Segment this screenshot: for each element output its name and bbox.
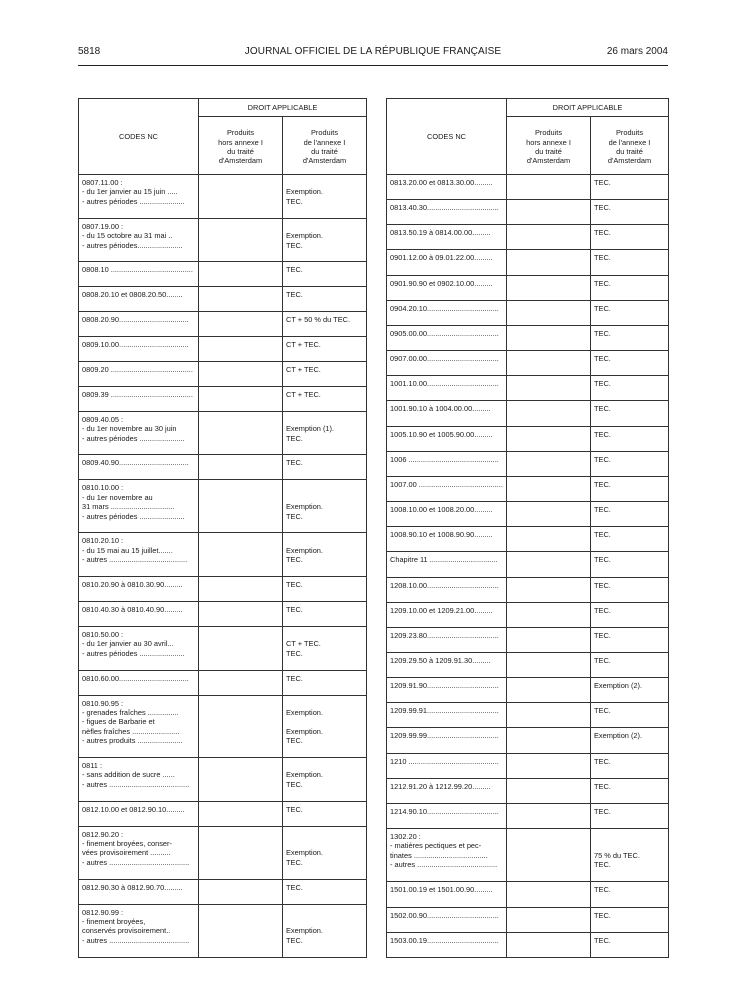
hors-annexe-header: Produits hors annexe I du traité d'Amsterdam — [507, 117, 591, 175]
nc-code-cell: 1005.10.90 et 1005.90.00......... — [387, 426, 507, 451]
annexe-cell: TEC. — [591, 376, 669, 401]
table-row — [387, 401, 669, 426]
hors-annexe-cell — [507, 803, 591, 828]
nc-code-cell: 0809.39 ........................................ — [79, 386, 199, 411]
right-tariff-table — [386, 98, 669, 958]
annexe-cell: TEC. — [591, 907, 669, 932]
annexe-cell: TEC. — [591, 175, 669, 200]
hors-annexe-header: Produits hors annexe I du traité d'Amsterdam — [199, 117, 283, 175]
journal-title: JOURNAL OFFICIEL DE LA RÉPUBLIQUE FRANÇAISE — [244, 46, 502, 57]
hors-annexe-cell — [507, 250, 591, 275]
table-row — [387, 502, 669, 527]
nc-code-cell: 0905.00.00................................... — [387, 325, 507, 350]
table-row — [79, 386, 367, 411]
table-row — [79, 480, 367, 533]
hors-annexe-cell — [507, 502, 591, 527]
table-row — [79, 904, 367, 957]
table-row — [79, 826, 367, 879]
table-row — [387, 451, 669, 476]
hors-annexe-cell — [199, 904, 283, 957]
nc-code-cell: 1001.90.10 à 1004.00.00......... — [387, 401, 507, 426]
nc-code-cell: 0807.19.00 : - du 15 octobre au 31 mai .. - autres périodes...................... — [79, 218, 199, 262]
page-header — [78, 46, 668, 62]
annexe-cell: TEC. — [591, 250, 669, 275]
annexe-cell: TEC. — [591, 577, 669, 602]
table-row — [387, 907, 669, 932]
table-row — [387, 426, 669, 451]
table-row — [387, 778, 669, 803]
nc-code-cell: 0904.20.10................................... — [387, 300, 507, 325]
hors-annexe-cell — [199, 361, 283, 386]
annexe-cell: TEC. — [283, 879, 367, 904]
hors-annexe-cell — [507, 275, 591, 300]
hors-annexe-cell — [507, 882, 591, 907]
table-row — [79, 175, 367, 219]
table-row — [387, 200, 669, 225]
hors-annexe-cell — [507, 753, 591, 778]
table-row — [387, 175, 669, 200]
annexe-cell: TEC. — [283, 670, 367, 695]
annexe-cell: TEC. — [591, 627, 669, 652]
annexe-cell: TEC. — [591, 803, 669, 828]
hors-annexe-cell — [199, 287, 283, 312]
hors-annexe-cell — [507, 652, 591, 677]
annexe-cell: TEC. — [591, 753, 669, 778]
nc-code-cell: 1214.90.10................................... — [387, 803, 507, 828]
nc-code-cell: 1209.99.99................................... — [387, 728, 507, 753]
annexe-cell: TEC. — [283, 455, 367, 480]
nc-code-cell: 0808.20.10 et 0808.20.50........ — [79, 287, 199, 312]
codes-nc-header: CODES NC — [79, 99, 199, 175]
table-row — [387, 829, 669, 882]
hors-annexe-cell — [507, 476, 591, 501]
left-table-body — [79, 175, 367, 958]
table-row — [79, 879, 367, 904]
table-row — [387, 527, 669, 552]
hors-annexe-cell — [199, 602, 283, 627]
annexe-cell: TEC. — [591, 225, 669, 250]
annexe-cell: CT + TEC. TEC. — [283, 626, 367, 670]
annexe-cell: Exemption. TEC. — [283, 826, 367, 879]
right-table-body — [387, 175, 669, 958]
nc-code-cell: 0807.11.00 : - du 1er janvier au 15 juin ..... - autres périodes ...................... — [79, 175, 199, 219]
hors-annexe-cell — [199, 312, 283, 337]
hors-annexe-cell — [199, 626, 283, 670]
annexe-cell: TEC. — [591, 401, 669, 426]
annexe-cell: TEC. — [591, 300, 669, 325]
nc-code-cell: 1209.23.80................................... — [387, 627, 507, 652]
table-row — [79, 218, 367, 262]
nc-code-cell: 0901.12.00 à 09.01.22.00......... — [387, 250, 507, 275]
annexe-cell: Exemption. Exemption. TEC. — [283, 695, 367, 758]
table-row — [79, 533, 367, 577]
hors-annexe-cell — [199, 480, 283, 533]
nc-code-cell: 1501.00.19 et 1501.00.90......... — [387, 882, 507, 907]
nc-code-cell: 0813.20.00 et 0813.30.00......... — [387, 175, 507, 200]
table-row — [79, 758, 367, 802]
table-row — [387, 652, 669, 677]
annexe-cell: TEC. — [591, 778, 669, 803]
hors-annexe-cell — [199, 337, 283, 362]
annexe-cell: TEC. — [283, 287, 367, 312]
nc-code-cell: 0809.20 ........................................ — [79, 361, 199, 386]
table-row — [387, 753, 669, 778]
nc-code-cell: 1210 ............................................ — [387, 753, 507, 778]
annexe-header: Produits de l'annexe I du traité d'Amsterdam — [591, 117, 669, 175]
hors-annexe-cell — [199, 801, 283, 826]
table-row — [79, 287, 367, 312]
table-row — [79, 626, 367, 670]
table-row — [387, 476, 669, 501]
table-row — [387, 932, 669, 957]
annexe-cell: TEC. — [591, 527, 669, 552]
table-row — [387, 552, 669, 577]
annexe-cell: Exemption (2). — [591, 728, 669, 753]
hors-annexe-cell — [507, 907, 591, 932]
nc-code-cell: 0812.90.30 à 0812.90.70......... — [79, 879, 199, 904]
annexe-cell: TEC. — [591, 652, 669, 677]
annexe-cell: TEC. — [591, 351, 669, 376]
hors-annexe-cell — [507, 175, 591, 200]
nc-code-cell: 0809.10.00.................................. — [79, 337, 199, 362]
hors-annexe-cell — [507, 932, 591, 957]
table-row — [79, 262, 367, 287]
hors-annexe-cell — [507, 602, 591, 627]
table-row — [79, 670, 367, 695]
hors-annexe-cell — [199, 533, 283, 577]
annexe-cell: TEC. — [591, 426, 669, 451]
hors-annexe-cell — [199, 411, 283, 455]
annexe-cell: TEC. — [283, 801, 367, 826]
hors-annexe-cell — [507, 225, 591, 250]
nc-code-cell: 0811 : - sans addition de sucre ...... - autres ....................................... — [79, 758, 199, 802]
hors-annexe-cell — [199, 670, 283, 695]
annexe-cell: CT + 50 % du TEC. — [283, 312, 367, 337]
hors-annexe-cell — [507, 552, 591, 577]
nc-code-cell: 1209.99.91................................... — [387, 703, 507, 728]
annexe-cell: TEC. — [591, 476, 669, 501]
annexe-cell: TEC. — [283, 577, 367, 602]
nc-code-cell: 0901.90.90 et 0902.10.00......... — [387, 275, 507, 300]
annexe-cell: Exemption. TEC. — [283, 175, 367, 219]
annexe-cell: TEC. — [591, 552, 669, 577]
table-row — [79, 411, 367, 455]
hors-annexe-cell — [199, 879, 283, 904]
nc-code-cell: 0808.20.90.................................. — [79, 312, 199, 337]
annexe-cell: CT + TEC. — [283, 386, 367, 411]
hors-annexe-cell — [507, 728, 591, 753]
nc-code-cell: 0810.20.90 à 0810.30.90......... — [79, 577, 199, 602]
table-row — [387, 703, 669, 728]
annexe-cell: Exemption (2). — [591, 678, 669, 703]
nc-code-cell: 0812.10.00 et 0812.90.10......... — [79, 801, 199, 826]
nc-code-cell: 0808.10 ........................................ — [79, 262, 199, 287]
hors-annexe-cell — [507, 527, 591, 552]
nc-code-cell: 0813.40.30................................... — [387, 200, 507, 225]
table-row — [387, 882, 669, 907]
table-row — [387, 678, 669, 703]
table-row — [79, 361, 367, 386]
hors-annexe-cell — [199, 175, 283, 219]
table-row — [387, 351, 669, 376]
nc-code-cell: 1502.00.90................................... — [387, 907, 507, 932]
table-row — [387, 300, 669, 325]
hors-annexe-cell — [507, 300, 591, 325]
table-row — [79, 695, 367, 758]
annexe-cell: TEC. — [283, 602, 367, 627]
hors-annexe-cell — [507, 376, 591, 401]
table-row — [387, 225, 669, 250]
table-row — [387, 376, 669, 401]
nc-code-cell: 0810.40.30 à 0810.40.90......... — [79, 602, 199, 627]
table-row — [79, 602, 367, 627]
annexe-header: Produits de l'annexe I du traité d'Amsterdam — [283, 117, 367, 175]
nc-code-cell: 1208.10.00................................... — [387, 577, 507, 602]
annexe-cell: Exemption. TEC. — [283, 758, 367, 802]
nc-code-cell: 0810.50.00 : - du 1er janvier au 30 avril... - autres périodes ...................... — [79, 626, 199, 670]
nc-code-cell: 1006 ............................................ — [387, 451, 507, 476]
annexe-cell: Exemption. TEC. — [283, 218, 367, 262]
table-row — [387, 325, 669, 350]
hors-annexe-cell — [199, 826, 283, 879]
nc-code-cell: 1008.10.00 et 1008.20.00......... — [387, 502, 507, 527]
nc-code-cell: 1008.90.10 et 1008.90.90......... — [387, 527, 507, 552]
table-row — [79, 455, 367, 480]
page-number: 5818 — [78, 46, 101, 57]
nc-code-cell: 0810.10.00 : - du 1er novembre au 31 mars ............................... - autres périodes ...................... — [79, 480, 199, 533]
annexe-cell: Exemption. TEC. — [283, 480, 367, 533]
hors-annexe-cell — [199, 262, 283, 287]
table-row — [79, 801, 367, 826]
nc-code-cell: 0810.20.10 : - du 15 mai au 15 juillet....... - autres ...................................... — [79, 533, 199, 577]
hors-annexe-cell — [199, 695, 283, 758]
annexe-cell: TEC. — [591, 451, 669, 476]
hors-annexe-cell — [199, 218, 283, 262]
nc-code-cell: 1007.00 ......................................... — [387, 476, 507, 501]
nc-code-cell: 0812.90.99 : - finement broyées, conservés provisoirement.. - autres ....................................... — [79, 904, 199, 957]
hors-annexe-cell — [507, 829, 591, 882]
annexe-cell: TEC. — [591, 502, 669, 527]
hors-annexe-cell — [507, 351, 591, 376]
nc-code-cell: 1212.91.20 à 1212.99.20......... — [387, 778, 507, 803]
nc-code-cell: Chapitre 11 ................................. — [387, 552, 507, 577]
nc-code-cell: 0809.40.05 : - du 1er novembre au 30 juin - autres périodes ...................... — [79, 411, 199, 455]
codes-nc-header: CODES NC — [387, 99, 507, 175]
nc-code-cell: 0813.50.19 à 0814.00.00......... — [387, 225, 507, 250]
annexe-cell: TEC. — [591, 882, 669, 907]
nc-code-cell: 1209.10.00 et 1209.21.00......... — [387, 602, 507, 627]
hors-annexe-cell — [507, 426, 591, 451]
nc-code-cell: 1209.91.90................................... — [387, 678, 507, 703]
annexe-cell: TEC. — [283, 262, 367, 287]
hors-annexe-cell — [507, 627, 591, 652]
nc-code-cell: 1503.00.19................................... — [387, 932, 507, 957]
annexe-cell: Exemption (1). TEC. — [283, 411, 367, 455]
publication-date: 26 mars 2004 — [606, 46, 668, 57]
annexe-cell: TEC. — [591, 275, 669, 300]
annexe-cell: TEC. — [591, 325, 669, 350]
left-tariff-table — [78, 98, 367, 958]
nc-code-cell: 1209.29.50 à 1209.91.30......... — [387, 652, 507, 677]
hors-annexe-cell — [507, 678, 591, 703]
table-row — [387, 803, 669, 828]
nc-code-cell: 1001.10.00................................... — [387, 376, 507, 401]
hors-annexe-cell — [507, 200, 591, 225]
table-row — [387, 577, 669, 602]
hors-annexe-cell — [199, 758, 283, 802]
table-row — [79, 337, 367, 362]
annexe-cell: CT + TEC. — [283, 337, 367, 362]
table-row — [387, 728, 669, 753]
hors-annexe-cell — [507, 778, 591, 803]
hors-annexe-cell — [507, 451, 591, 476]
table-row — [387, 627, 669, 652]
table-row — [387, 275, 669, 300]
annexe-cell: TEC. — [591, 703, 669, 728]
header-rule — [78, 65, 668, 66]
nc-code-cell: 0812.90.20 : - finement broyées, conser- vées provisoirement .......... - autres ....................................... — [79, 826, 199, 879]
table-row — [79, 312, 367, 337]
annexe-cell: TEC. — [591, 932, 669, 957]
droit-applicable-header: DROIT APPLICABLE — [507, 99, 669, 117]
nc-code-cell: 1302.20 : - matières pectiques et pec- tinates .................................... - autres ....................................... — [387, 829, 507, 882]
annexe-cell: Exemption. TEC. — [283, 904, 367, 957]
nc-code-cell: 0809.40.90.................................. — [79, 455, 199, 480]
nc-code-cell: 0810.60.00.................................. — [79, 670, 199, 695]
table-row — [387, 250, 669, 275]
table-row — [79, 577, 367, 602]
nc-code-cell: 0907.00.00................................... — [387, 351, 507, 376]
annexe-cell: Exemption. TEC. — [283, 533, 367, 577]
annexe-cell: 75 % du TEC. TEC. — [591, 829, 669, 882]
annexe-cell: CT + TEC. — [283, 361, 367, 386]
nc-code-cell: 0810.90.95 : - grenades fraîches ............... - figues de Barbarie et nèfles fraîches ....................... - autres produits ...................... — [79, 695, 199, 758]
annexe-cell: TEC. — [591, 200, 669, 225]
hors-annexe-cell — [507, 325, 591, 350]
hors-annexe-cell — [199, 455, 283, 480]
hors-annexe-cell — [507, 577, 591, 602]
hors-annexe-cell — [507, 703, 591, 728]
hors-annexe-cell — [507, 401, 591, 426]
hors-annexe-cell — [199, 577, 283, 602]
table-row — [387, 602, 669, 627]
annexe-cell: TEC. — [591, 602, 669, 627]
hors-annexe-cell — [199, 386, 283, 411]
droit-applicable-header: DROIT APPLICABLE — [199, 99, 367, 117]
